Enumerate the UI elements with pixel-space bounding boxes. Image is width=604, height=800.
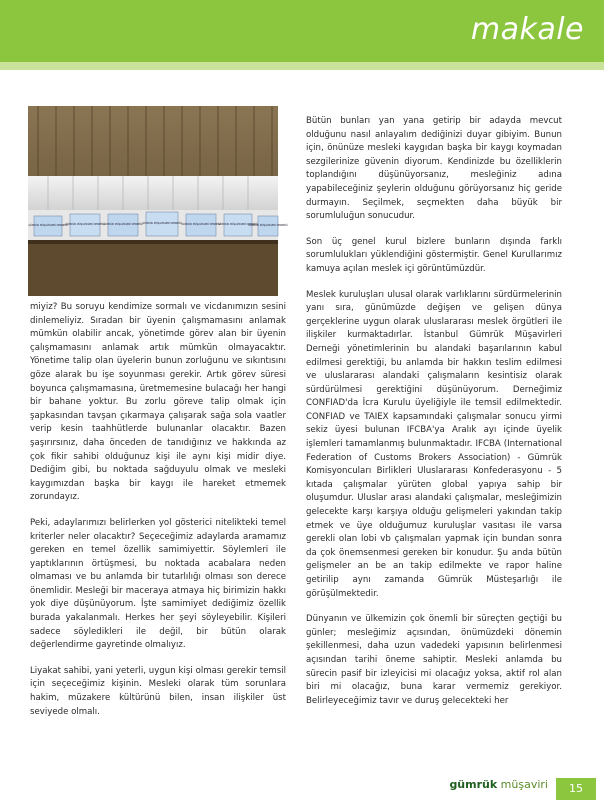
paragraph: miyiz? Bu soruyu kendimize sormalı ve vicdanımızın sesini dinlemeliyiz. Sıradan bir üyenin çalışmamasını anlamak mümkün olabilir ancak, yönetimde görev alan bir üyenin çalışmamasını anlamak artık mümkün olmayacaktır. Yönetime talip olan üyelerin bunun zorluğunu ve sıkıntısını göze alarak bu işe soyunması gerekir. Artık görev süresi boyunca çalışmamasına, üretmemesine bulacağı her hangi bir bahane yoktur. Bu zorlu göreve talip olmak için şapkasından tavşan çıkarmaya çalışarak sağa sola vaatler verip kesin taahhütlerde bulunanlar olacaktır. Bazen şaşırırsınız, daha önceden de tanıdığınız ve hakkında az çok fikir sahibi olduğunuz kişi ile aynı kişi midir diye. Dediğim gibi, bu noktada sağduyulu olmak ve mesleki kaygımızdan başka bir kaygı ile hareket etmemek zorundayız. [30,302,286,503]
paragraph: Liyakat sahibi, yani yeterli, uygun kişi olması gerekir temsil için seçeceğimiz kişinin. Mesleki olarak tüm sorunlara hakim, müzakere kültürünü bilen, insan ilişkiler üst seviyede olmalı. [30,665,286,717]
header-banner [0,0,604,62]
paragraph: Meslek kuruluşları ulusal olarak varlıklarını sürdürmelerinin yanı sıra, günümüzde değişen ve gelişen dünya gerçeklerine uygun olarak uluslararası meslek örgütleri ile ilişkiler kurmaktadırlar. İstanbul Gümrük Müşavirleri Derneği yönetimlerinin bu alandaki başarılarının kabul edilmesi gerektiği, bu anlamda bir hakkın teslim edilmesi ve uluslararası alandaki çalışmaların kesintisiz olarak sürdürülmesi gerektiğini düşünüyorum. Derneğimiz CONFIAD'da İcra Kurulu üyeliğiyle ile temsil edilmektedir. CONFIAD ve TAIEX kapsamındaki çalışmalar sonucu yirmi sekiz üyesi bulunan IFCBA'ya Aralık ayı içinde üyelik işlemleri tamamlanmış bulunmaktadır. IFCBA (International Federation of Customs Brokers Association) - Gümrük Komisyoncuları Birlikleri Uluslararası Konfederasyonu - 5 kıtada çalışmalar yürüten global yapıya sahip bir oluşumdur. Uluslar arası alandaki çalışmalar, mesleğimizin gelecekte karşı karşıya olduğu gelişmeleri yakından takip etmek ve üye olduğumuz kuruluşlar vasıtası ile varsa gerekli olan lobi vb çalışmaları yapmak için bundan sonra da çok önemsenmesi gereken bir konudur. Şu anda bütün gelişmeler an be an takip edilmekte ve rapor haline getirilip aynı zamanda Gümrük Müsteşarlığı ile görüşülmektedir. [306,289,562,599]
header-stripe [0,62,604,70]
article-column-left [30,301,286,731]
page-footer [0,772,604,800]
stage-floor [28,240,278,296]
paragraph: Peki, adaylarımızı belirlerken yol gösterici nitelikteki temel kriterler neler olacaktır? Seçeceğimiz adaylarda aramamız gereken en temel özellik samimiyettir. Söylemleri ile yaptıklarının örtüşmesi, bu noktada acabalara neden olmaması ve bu anlamda bir tutarlılığı olması son derece önemlidir. Mesleği bir maceraya atmaya hiç birimizin hakkı yok diye düşünüyorum. İşte samimiyet dediğimiz özellik burada yakalanmalı. Herkes her şeyi söyleyebilir. Kişileri sadece söyledikleri ile değil, bir bütün olarak değerlendirme gayretinde olmalıyız. [30,517,286,651]
name-card-text: GÜMRÜK MÜŞAVİRLERİ DERNEĞİ [181,223,221,226]
article-photo [28,106,288,296]
name-card-text: GÜMRÜK MÜŞAVİRLERİ DERNEĞİ [28,224,68,227]
name-card-text: GÜMRÜK MÜŞAVİRLERİ DERNEĞİ [103,223,143,226]
page-number: 15 [556,778,596,800]
name-card-text: GÜMRÜK MÜŞAVİRLERİ DERNEĞİ [142,222,182,225]
photo-scene [28,106,288,296]
name-card-text: GÜMRÜK MÜŞAVİRLERİ DERNEĞİ [65,223,105,226]
name-card-text: GÜMRÜK MÜŞAVİRLERİ DERNEĞİ [248,224,288,227]
stage-edge [28,240,278,244]
section-title: makale [470,12,584,47]
brand-part-1: gümrük [449,778,498,791]
table-cloth [28,176,278,214]
paragraph: Son üç genel kurul bizlere bunların dışında farklı sorumlulukları yüklendiğini göstermiştir. Genel Kurullarımız kamuya açılan meslek içi görüntümüzdür. [306,236,562,274]
paragraph: Bütün bunları yan yana getirip bir adayda mevcut olduğunu nasıl anlayalım dediğinizi duyar gibiyim. Bunun için, önünüze mesleki kaygıdan başka bir kaygı koymadan sezgilerinize güvenin diyorum. Kendinizde bu özelliklerin toplandığını düşünüyorsanız, mesleğiniz adına yapabileceğiniz şeylerin olduğunu görüyorsanız hiç geride durmayın. Seçilmek, seçmekten daha büyük bir sorumluluğun sonucudur. [306,116,562,222]
article-column-right [306,115,562,720]
name-card-text: GÜMRÜK MÜŞAVİRLERİ DERNEĞİ [218,223,258,226]
brand-part-2: müşaviri [497,778,548,791]
paragraph: Dünyanın ve ülkemizin çok önemli bir süreçten geçtiği bu günler; mesleğimiz açısından, önümüzdeki dönemin şekillenmesi, daha uzun vadedeki yapısının belirlenmesi açısından tarihi öneme sahiptir. Mesleki anlamda bu sürecin pasif bir izleyicisi mi olacağız yoksa, aktif rol alan biri mi olacağız, buna karar vermemiz gerekiyor. Belirleyeceğimiz tavır ve duruş gelecekteki her [306,614,562,706]
magazine-brand [449,778,548,791]
